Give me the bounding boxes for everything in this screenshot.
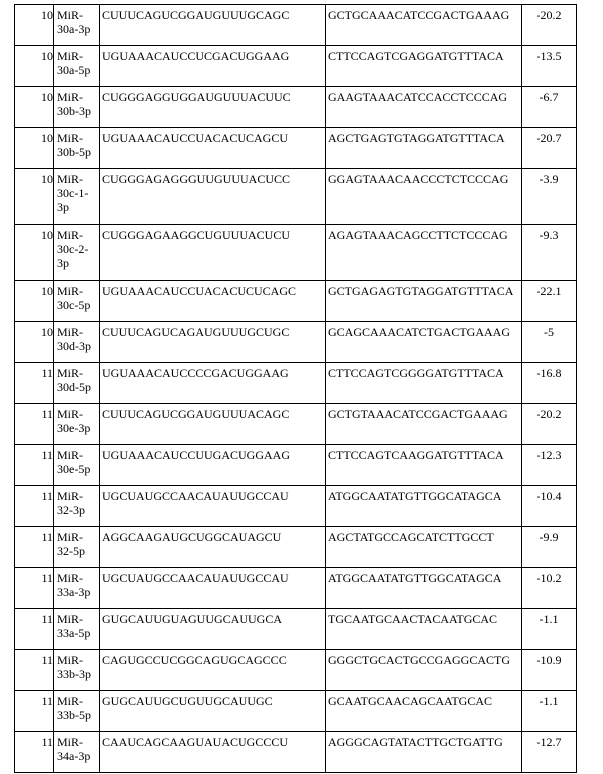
primer-sequence: AGGGCAGTATACTTGCTGATTG — [326, 732, 522, 773]
free-energy: -9.3 — [522, 225, 577, 281]
mirna-sequence: CUUUCAGUCGGAUGUUUGCAGC — [100, 5, 326, 46]
mirna-name: MiR-33b-3p — [54, 650, 100, 691]
mirna-name: MiR-33b-5p — [54, 691, 100, 732]
free-energy: -10.4 — [522, 486, 577, 527]
primer-sequence: CTTCCAGTCGGGGATGTTTACA — [326, 363, 522, 404]
primer-sequence: ATGGCAATATGTTGGCATAGCA — [326, 568, 522, 609]
mirna-name: MiR-30d-5p — [54, 363, 100, 404]
free-energy: -6.7 — [522, 87, 577, 128]
table-row — [15, 609, 577, 650]
mirna-primer-table — [14, 4, 577, 773]
table-row — [15, 322, 577, 363]
free-energy: -20.2 — [522, 5, 577, 46]
mirna-name: MiR-30c-2-3p — [54, 225, 100, 281]
primer-sequence: TGCAATGCAACTACAATGCAC — [326, 609, 522, 650]
primer-sequence: GCTGCAAACATCCGACTGAAAG — [326, 5, 522, 46]
primer-sequence: GAAGTAAACATCCACCTCCCAG — [326, 87, 522, 128]
free-energy: -5 — [522, 322, 577, 363]
row-number: 11 — [15, 527, 54, 568]
mirna-name: MiR-30c-1-3p — [54, 169, 100, 225]
primer-sequence: CTTCCAGTCGAGGATGTTTACA — [326, 46, 522, 87]
mirna-sequence: CAAUCAGCAAGUAUACUGCCCU — [100, 732, 326, 773]
row-number: 10 — [15, 169, 54, 225]
row-number: 11 — [15, 650, 54, 691]
mirna-sequence: UGUAAACAUCCCCGACUGGAAG — [100, 363, 326, 404]
table-row — [15, 169, 577, 225]
table-row — [15, 404, 577, 445]
row-number: 11 — [15, 445, 54, 486]
row-number: 11 — [15, 486, 54, 527]
primer-sequence: GCAGCAAACATCTGACTGAAAG — [326, 322, 522, 363]
mirna-sequence: CUGGGAGAAGGCUGUUUACUCU — [100, 225, 326, 281]
primer-sequence: AGAGTAAACAGCCTTCTCCCAG — [326, 225, 522, 281]
free-energy: -10.9 — [522, 650, 577, 691]
row-number: 10 — [15, 128, 54, 169]
free-energy: -13.5 — [522, 46, 577, 87]
row-number: 11 — [15, 609, 54, 650]
free-energy: -1.1 — [522, 609, 577, 650]
table-row — [15, 486, 577, 527]
mirna-sequence: UGUAAACAUCCUCGACUGGAAG — [100, 46, 326, 87]
table-row — [15, 568, 577, 609]
mirna-sequence: GUGCAUUGUAGUUGCAUUGCA — [100, 609, 326, 650]
free-energy: -20.7 — [522, 128, 577, 169]
table-row — [15, 732, 577, 773]
row-number: 11 — [15, 732, 54, 773]
free-energy: -22.1 — [522, 281, 577, 322]
row-number: 10 — [15, 5, 54, 46]
row-number: 10 — [15, 225, 54, 281]
table-row — [15, 691, 577, 732]
table-row — [15, 281, 577, 322]
mirna-sequence: UGUAAACAUCCUACACUCAGCU — [100, 128, 326, 169]
mirna-name: MiR-30a-3p — [54, 5, 100, 46]
primer-sequence: GGAGTAAACAACCCTCTCCCAG — [326, 169, 522, 225]
row-number: 11 — [15, 363, 54, 404]
mirna-sequence: UGUAAACAUCCUUGACUGGAAG — [100, 445, 326, 486]
mirna-name: MiR-33a-3p — [54, 568, 100, 609]
row-number: 11 — [15, 568, 54, 609]
mirna-sequence: CAGUGCCUCGGCAGUGCAGCCC — [100, 650, 326, 691]
mirna-name: MiR-30e-5p — [54, 445, 100, 486]
mirna-name: MiR-30b-3p — [54, 87, 100, 128]
mirna-sequence: CUUUCAGUCGGAUGUUUACAGC — [100, 404, 326, 445]
mirna-sequence: CUGGGAGGUGGAUGUUUACUUC — [100, 87, 326, 128]
free-energy: -20.2 — [522, 404, 577, 445]
row-number: 10 — [15, 322, 54, 363]
primer-sequence: ATGGCAATATGTTGGCATAGCA — [326, 486, 522, 527]
table-row — [15, 650, 577, 691]
table-row — [15, 363, 577, 404]
mirna-name: MiR-32-5p — [54, 527, 100, 568]
row-number: 11 — [15, 691, 54, 732]
mirna-sequence: UGCUAUGCCAACAUAUUGCCAU — [100, 486, 326, 527]
mirna-name: MiR-30b-5p — [54, 128, 100, 169]
primer-sequence: GCTGTAAACATCCGACTGAAAG — [326, 404, 522, 445]
table-body — [15, 5, 577, 773]
free-energy: -3.9 — [522, 169, 577, 225]
table-row — [15, 128, 577, 169]
mirna-sequence: UGUAAACAUCCUACACUCUCAGC — [100, 281, 326, 322]
free-energy: -1.1 — [522, 691, 577, 732]
mirna-name: MiR-30d-3p — [54, 322, 100, 363]
table-row — [15, 225, 577, 281]
primer-sequence: AGCTATGCCAGCATCTTGCCT — [326, 527, 522, 568]
mirna-sequence: CUGGGAGAGGGUUGUUUACUCC — [100, 169, 326, 225]
primer-sequence: GGGCTGCACTGCCGAGGCACTG — [326, 650, 522, 691]
mirna-name: MiR-34a-3p — [54, 732, 100, 773]
row-number: 10 — [15, 281, 54, 322]
free-energy: -12.7 — [522, 732, 577, 773]
free-energy: -10.2 — [522, 568, 577, 609]
mirna-name: MiR-33a-5p — [54, 609, 100, 650]
row-number: 11 — [15, 404, 54, 445]
table-row — [15, 87, 577, 128]
free-energy: -9.9 — [522, 527, 577, 568]
mirna-sequence: AGGCAAGAUGCUGGCAUAGCU — [100, 527, 326, 568]
mirna-name: MiR-30c-5p — [54, 281, 100, 322]
row-number: 10 — [15, 87, 54, 128]
table-row — [15, 527, 577, 568]
primer-sequence: GCAATGCAACAGCAATGCAC — [326, 691, 522, 732]
table-row — [15, 5, 577, 46]
table-row — [15, 46, 577, 87]
primer-sequence: CTTCCAGTCAAGGATGTTTACA — [326, 445, 522, 486]
primer-sequence: AGCTGAGTGTAGGATGTTTACA — [326, 128, 522, 169]
mirna-sequence: UGCUAUGCCAACAUAUUGCCAU — [100, 568, 326, 609]
row-number: 10 — [15, 46, 54, 87]
table-row — [15, 445, 577, 486]
mirna-name: MiR-30e-3p — [54, 404, 100, 445]
free-energy: -16.8 — [522, 363, 577, 404]
mirna-sequence: CUUUCAGUCAGAUGUUUGCUGC — [100, 322, 326, 363]
free-energy: -12.3 — [522, 445, 577, 486]
mirna-name: MiR-32-3p — [54, 486, 100, 527]
primer-sequence: GCTGAGAGTGTAGGATGTTTACA — [326, 281, 522, 322]
mirna-sequence: GUGCAUUGCUGUUGCAUUGC — [100, 691, 326, 732]
mirna-name: MiR-30a-5p — [54, 46, 100, 87]
